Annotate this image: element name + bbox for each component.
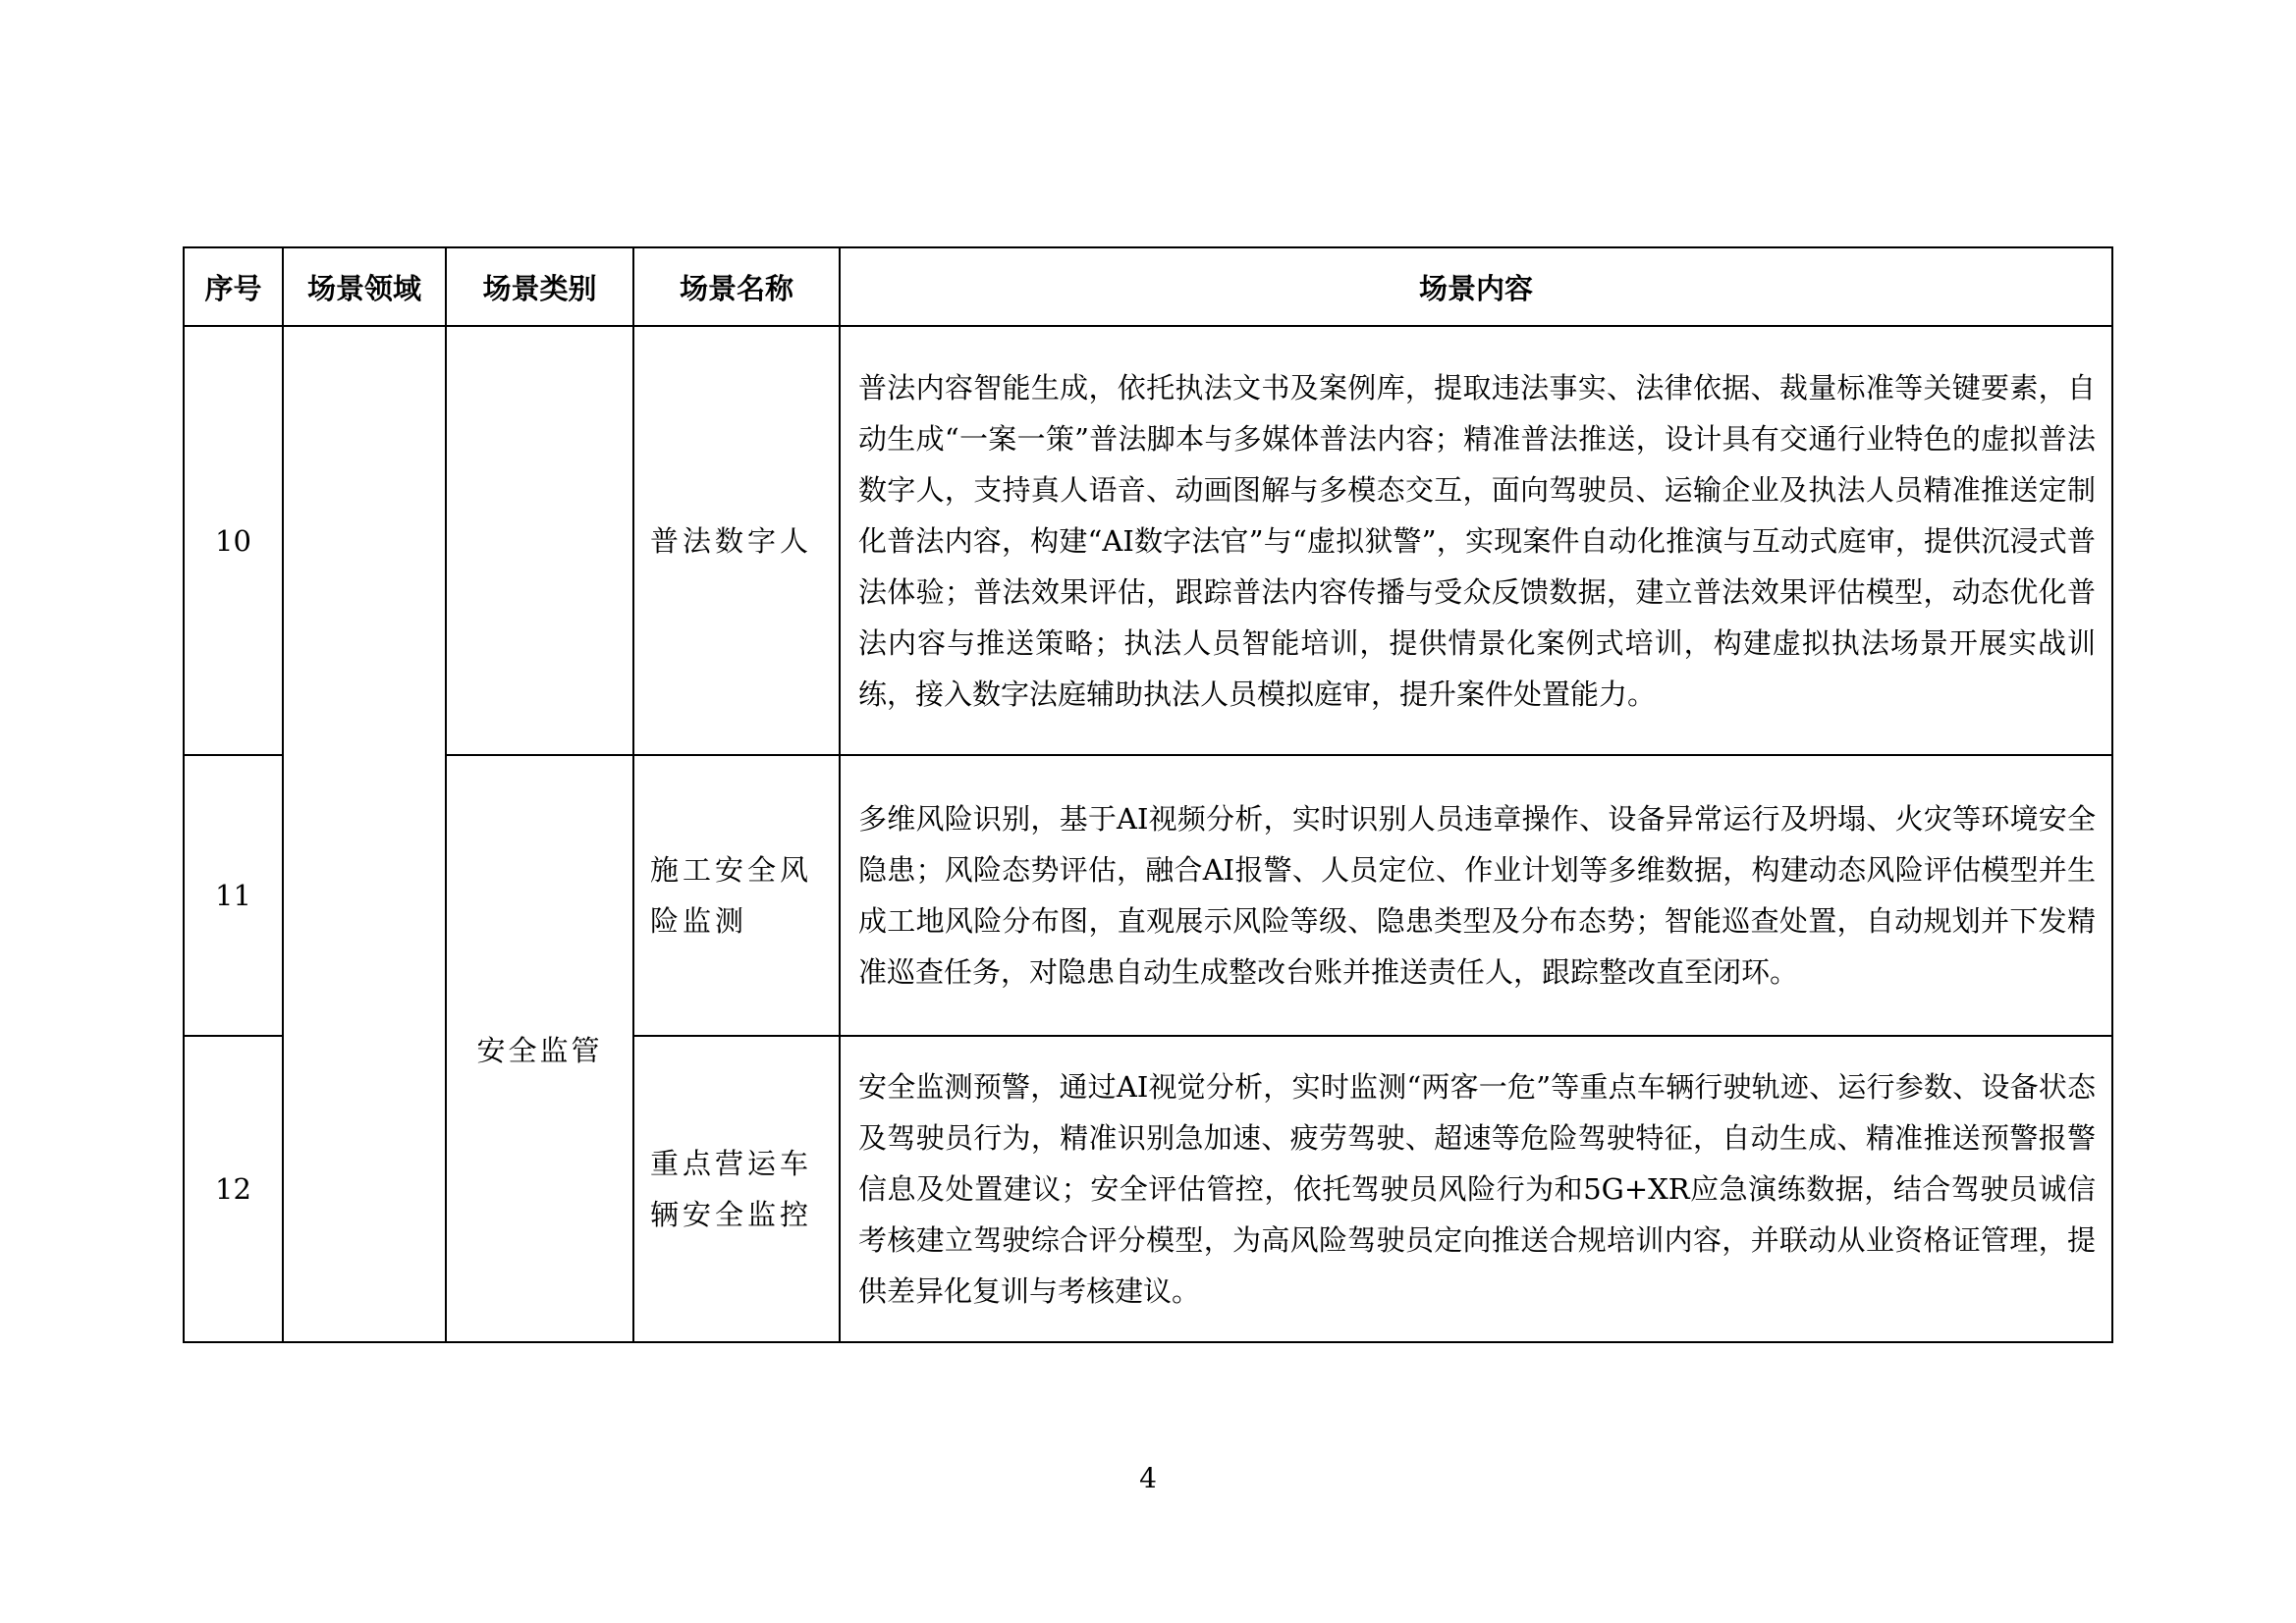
header-number: 序号 (184, 247, 283, 326)
scene-name: 普法数字人 (633, 326, 840, 755)
scene-name: 重点营运车辆安全监控 (633, 1036, 840, 1342)
scene-name: 施工安全风险监测 (633, 755, 840, 1036)
page-number: 4 (1139, 1462, 1157, 1494)
header-content: 场景内容 (840, 247, 2112, 326)
table-row (184, 326, 2112, 755)
row-number: 12 (184, 1036, 283, 1342)
scene-content: 安全监测预警，通过AI视觉分析，实时监测“两客一危”等重点车辆行驶轨迹、运行参数、设备状态及驾驶员行为，精准识别急加速、疲劳驾驶、超速等危险驾驶特征，自动生成、精准推送预警报警信息及处置建议；安全评估管控，依托驾驶员风险行为和5G+XR应急演练数据，结合驾驶员诚信考核建立驾驶综合评分模型，为高风险驾驶员定向推送合规培训内容，并联动从业资格证管理，提供差异化复训与考核建议。 (840, 1036, 2112, 1342)
scene-category-cell (446, 326, 633, 755)
scene-content: 普法内容智能生成，依托执法文书及案例库，提取违法事实、法律依据、裁量标准等关键要素，自动生成“一案一策”普法脚本与多媒体普法内容；精准普法推送，设计具有交通行业特色的虚拟普法数字人，支持真人语音、动画图解与多模态交互，面向驾驶员、运输企业及执法人员精准推送定制化普法内容，构建“AI数字法官”与“虚拟狱警”，实现案件自动化推演与互动式庭审，提供沉浸式普法体验；普法效果评估，跟踪普法内容传播与受众反馈数据，建立普法效果评估模型，动态优化普法内容与推送策略；执法人员智能培训，提供情景化案例式培训，构建虚拟执法场景开展实战训练，接入数字法庭辅助执法人员模拟庭审，提升案件处置能力。 (840, 326, 2112, 755)
row-number: 10 (184, 326, 283, 755)
scene-table (183, 246, 2113, 1343)
header-row (184, 247, 2112, 326)
header-domain: 场景领域 (283, 247, 446, 326)
scene-content: 多维风险识别，基于AI视频分析，实时识别人员违章操作、设备异常运行及坍塌、火灾等环境安全隐患；风险态势评估，融合AI报警、人员定位、作业计划等多维数据，构建动态风险评估模型并生成工地风险分布图，直观展示风险等级、隐患类型及分布态势；智能巡查处置，自动规划并下发精准巡查任务，对隐患自动生成整改台账并推送责任人，跟踪整改直至闭环。 (840, 755, 2112, 1036)
header-name: 场景名称 (633, 247, 840, 326)
row-number: 11 (184, 755, 283, 1036)
scene-domain-cell (283, 326, 446, 1342)
scene-category-cell: 安全监管 (446, 755, 633, 1342)
table-row (184, 755, 2112, 1036)
header-category: 场景类别 (446, 247, 633, 326)
